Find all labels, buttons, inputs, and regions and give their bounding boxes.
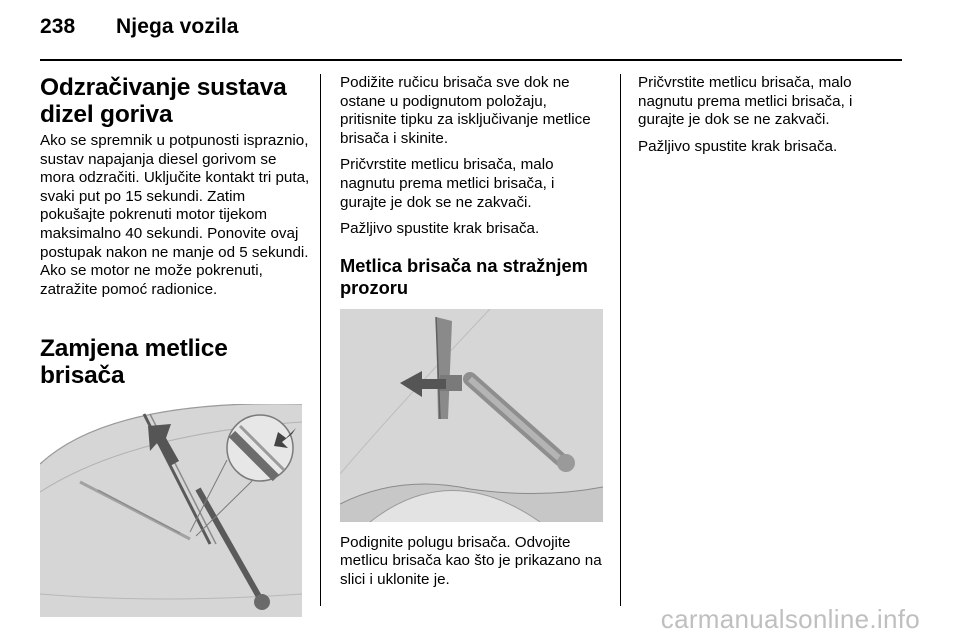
section-title: Njega vozila — [116, 15, 239, 38]
heading-diesel-bleeding: Odzračivanje sustava dizel goriva — [40, 74, 287, 128]
paragraph-remove-rear-blade: Podignite polugu brisača. Odvojite metlicu brisača kao što je prikazano na slici i uklonite je. — [340, 533, 602, 588]
heading-wiper-replacement: Zamjena metlice brisača — [40, 335, 228, 390]
rear-wiper-illustration — [340, 309, 603, 522]
windscreen-wiper-illustration — [40, 404, 302, 617]
header-rule — [40, 59, 902, 61]
heading-rear-window-blade: Metlica brisača na stražnjem prozoru — [340, 254, 588, 298]
watermark-text: carmanualsonline.info — [660, 604, 920, 634]
column-1 — [40, 74, 310, 617]
paragraph-attach-blade-rear: Pričvrstite metlicu brisača, malo nagnutu prema metlici brisača, i gurajte je dok se ne zakvači. — [638, 74, 853, 129]
paragraph-lower-arm-rear: Pažljivo spustite krak brisača. — [638, 137, 838, 155]
column-divider-right — [620, 74, 621, 606]
column-2 — [340, 74, 605, 598]
column-3 — [638, 74, 903, 164]
paragraph-lower-arm: Pažljivo spustite krak brisača. — [340, 220, 540, 238]
paragraph-lift-wiper-arm: Podižite ručicu brisača sve dok ne ostane u podignutom položaju, pritisnite tipku za isključivanje metlice brisača i skinite. — [340, 74, 591, 147]
page-header — [40, 15, 239, 39]
paragraph-diesel-bleeding: Ako se spremnik u potpunosti ispraznio, sustav napajanja diesel gorivom se mora odzračiti. Uključite kontakt tri puta, svaki put po 15 sekundi. Zatim pokušajte pokrenuti motor tijekom maksimalno 40 sekundi. Ponovite ovaj postupak nakon ne manje od 5 sekundi. Ako se motor ne može pokrenuti, zatražite pomoć radionice. — [40, 132, 310, 298]
paragraph-attach-blade: Pričvrstite metlicu brisača, malo nagnutu prema metlici brisača, i gurajte je dok se ne zakvači. — [340, 156, 555, 211]
page-number: 238 — [40, 15, 76, 38]
column-divider-left — [320, 74, 321, 606]
